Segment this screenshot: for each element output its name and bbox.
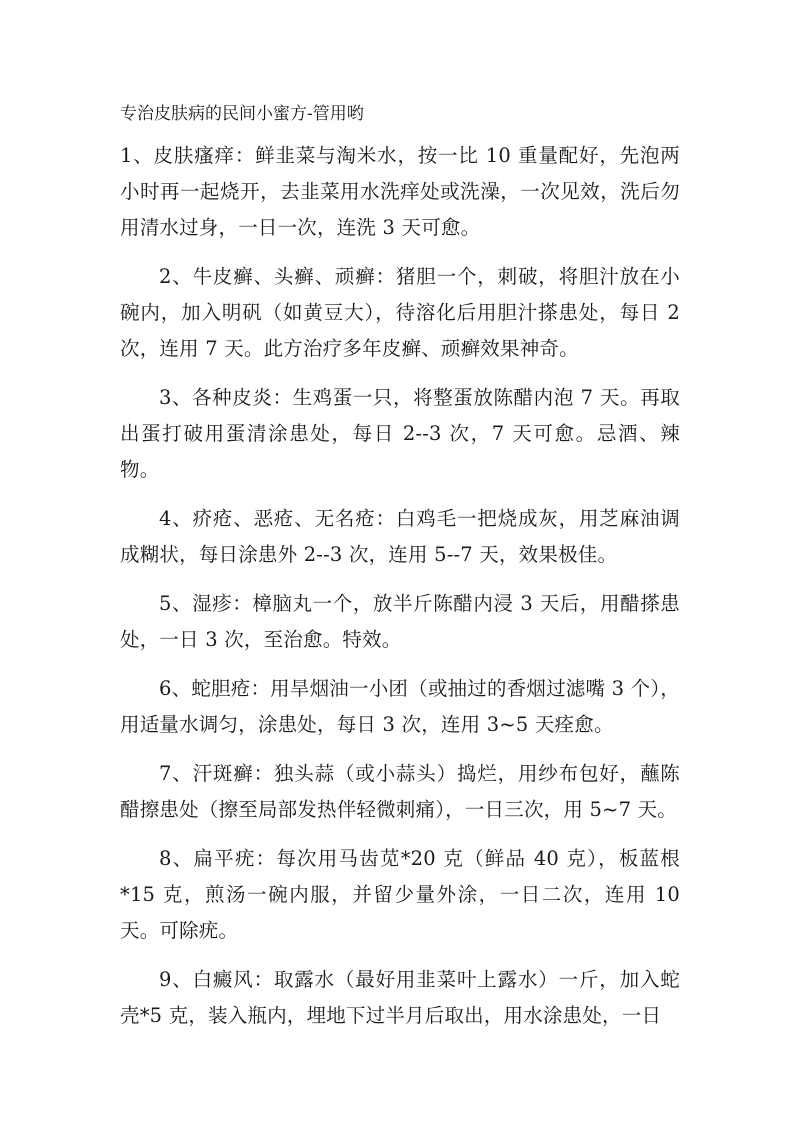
- paragraph-scabies: 4、疥疮、恶疮、无名疮：白鸡毛一把烧成灰，用芝麻油调成糊状，每日涂患外 2--3 次，连用 5--7 天，效果极佳。: [120, 507, 680, 566]
- paragraph-psoriasis: 2、牛皮癣、头癣、顽癣：猪胆一个，刺破，将胆汁放在小碗内，加入明矾（如黄豆大），待溶化后用胆汁搽患处，每日 2 次，连用 7 天。此方治疗多年皮癣、顽癣效果神奇。: [120, 265, 680, 360]
- paragraph-dermatitis: 3、各种皮炎：生鸡蛋一只，将整蛋放陈醋内泡 7 天。再取出蛋打破用蛋清涂患处，每日 2--3 次，7 天可愈。忌酒、辣物。: [120, 386, 680, 481]
- document-body: [120, 96, 680, 1034]
- document-title: 专治皮肤病的民间小蜜方-管用哟: [120, 104, 364, 124]
- paragraph-vitiligo: 9、白癜风：取露水（最好用韭菜叶上露水）一斤，加入蛇壳*5 克，装入瓶内，埋地下过半月后取出，用水涂患处，一日: [120, 968, 680, 1027]
- paragraph-eczema: 5、湿疹：樟脑丸一个，放半斤陈醋内浸 3 天后，用醋搽患处，一日 3 次，至治愈。特效。: [120, 592, 680, 651]
- paragraph-flat-warts: 8、扁平疣：每次用马齿苋*20 克（鲜品 40 克），板蓝根*15 克，煎汤一碗内服，并留少量外涂，一日二次，连用 10 天。可除疣。: [120, 847, 680, 942]
- paragraph-tinea-versicolor: 7、汗斑癣：独头蒜（或小蒜头）捣烂，用纱布包好，蘸陈醋擦患处（擦至局部发热伴轻微刺痛），一日三次，用 5~7 天。: [120, 762, 680, 821]
- paragraph-shingles: 6、蛇胆疮：用旱烟油一小团（或抽过的香烟过滤嘴 3 个），用适量水调匀，涂患处，每日 3 次，连用 3~5 天痊愈。: [120, 677, 680, 736]
- paragraph-skin-itch: 1、皮肤瘙痒：鲜韭菜与淘米水，按一比 10 重量配好，先泡两小时再一起烧开，去韭菜用水洗痒处或洗澡，一次见效，洗后勿用清水过身，一日一次，连洗 3 天可愈。: [120, 144, 680, 239]
